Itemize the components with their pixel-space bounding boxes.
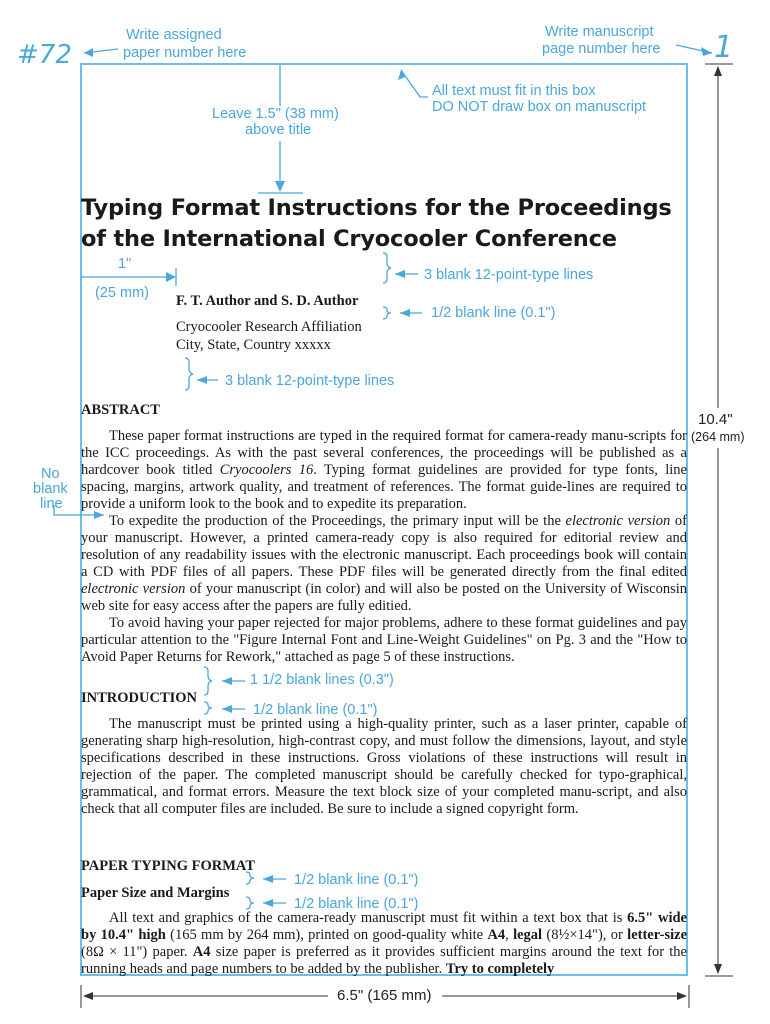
note-line: line — [40, 496, 63, 512]
note-margin-mm: (25 mm) — [95, 285, 149, 301]
introduction-paragraph: The manuscript must be printed using a high-quality printer, such as a laser printer, capable of generating sharp high-resolution, high-contrast copy, and must follow the dimensions, layout, and style specifications described in these instructions. Gross violations of these instructions will result in rejection of the paper. The completed manuscript should be carefully checked for typo-graphical, grammatical, and format errors. Measure the text block size of your completed manu-script, and also check that all computer files are included. Be sure to include a signed copyright form. — [81, 716, 687, 818]
paper-typing-heading: PAPER TYPING FORMAT — [81, 858, 255, 874]
note-write-manuscript: Write manuscript — [545, 24, 654, 40]
dimension-height-mm: (264 mm) — [691, 430, 745, 444]
handwritten-page-number: 1 — [714, 30, 734, 65]
note-half-blank-line-3: 1/2 blank line (0.1") — [294, 872, 419, 888]
affiliation-line: Cryocooler Research Affiliation — [176, 319, 362, 335]
introduction-heading: INTRODUCTION — [81, 690, 198, 706]
note-blank: blank — [33, 481, 68, 497]
note-do-not-draw-box: DO NOT draw box on manuscript — [432, 99, 647, 115]
abstract-paragraph-1: These paper format instructions are typed in the required format for camera-ready manu-scripts for the ICC proceedings. As with the past several conferences, the proceedings will be published as a hardcover book titled Cryocoolers 16. Typing format guidelines are provided for type fonts, line spacing, margins, artwork quality, and treatment of references. The format guide-lines are required to provide a uniform look to the book and to expedite its preparation. — [81, 428, 687, 513]
address-line: City, State, Country xxxxx — [176, 337, 331, 353]
note-write-assigned: Write assigned — [126, 27, 222, 43]
note-leave-space: Leave 1.5" (38 mm) — [212, 106, 339, 122]
dimension-width: 6.5" (165 mm) — [337, 987, 432, 1004]
note-margin-inch: 1" — [118, 256, 132, 272]
title-line-2: of the International Cryocooler Conference — [81, 226, 617, 252]
note-above-title: above title — [245, 122, 312, 138]
note-all-text-fit: All text must fit in this box — [432, 83, 596, 99]
dimension-height-in: 10.4" — [698, 411, 733, 428]
abstract-paragraph-3: To avoid having your paper rejected for major problems, adhere to these format guidelines and pay particular attention to the "Figure Internal Font and Line-Weight Guidelines" on Pg. 3 and the "How to Avoid Paper Returns for Rework," attached as page 5 of these instructions. — [81, 615, 687, 666]
note-paper-number-here: paper number here — [123, 45, 247, 61]
note-three-blank-lines-1: 3 blank 12-point-type lines — [424, 267, 594, 283]
title-line-1: Typing Format Instructions for the Proceedings — [81, 195, 672, 221]
paper-size-heading: Paper Size and Margins — [81, 885, 230, 901]
note-half-blank-line-1: 1/2 blank line (0.1") — [431, 305, 556, 321]
note-half-blank-line-2: 1/2 blank line (0.1") — [253, 702, 378, 718]
note-three-blank-lines-2: 3 blank 12-point-type lines — [225, 373, 395, 389]
note-half-blank-line-4: 1/2 blank line (0.1") — [294, 896, 419, 912]
note-one-half-blank-lines: 1 1/2 blank lines (0.3") — [250, 672, 394, 688]
paper-title — [81, 193, 681, 255]
note-page-number-here: page number here — [542, 41, 661, 57]
author-line: F. T. Author and S. D. Author — [176, 293, 359, 309]
abstract-heading: ABSTRACT — [81, 402, 160, 418]
paper-size-paragraph: All text and graphics of the camera-ready manuscript must fit within a text box that is 6.5" wide by 10.4" high (165 mm by 264 mm), printed on good-quality white A4, legal (8½×14"), or letter-size (8Ω × 11") paper. A4 size paper is preferred as it provides sufficient margins around the text for the running heads and page numbers to be added by the publisher. Try to completely — [81, 910, 687, 978]
note-no: No — [41, 466, 60, 482]
handwritten-paper-number: #72 — [17, 40, 72, 70]
abstract-paragraph-2: To expedite the production of the Proceedings, the primary input will be the electronic version of your manuscript. However, a printed camera-ready copy is also required for editorial review and resolution of any readability issues with the electronic manuscript. Each proceedings book will contain a CD with PDF files of all papers. These PDF files will be generated directly from the final edited electronic version of your manuscript (in color) and will also be posted on the University of Wisconsin web site for easy access after the papers are fully editied. — [81, 513, 687, 615]
